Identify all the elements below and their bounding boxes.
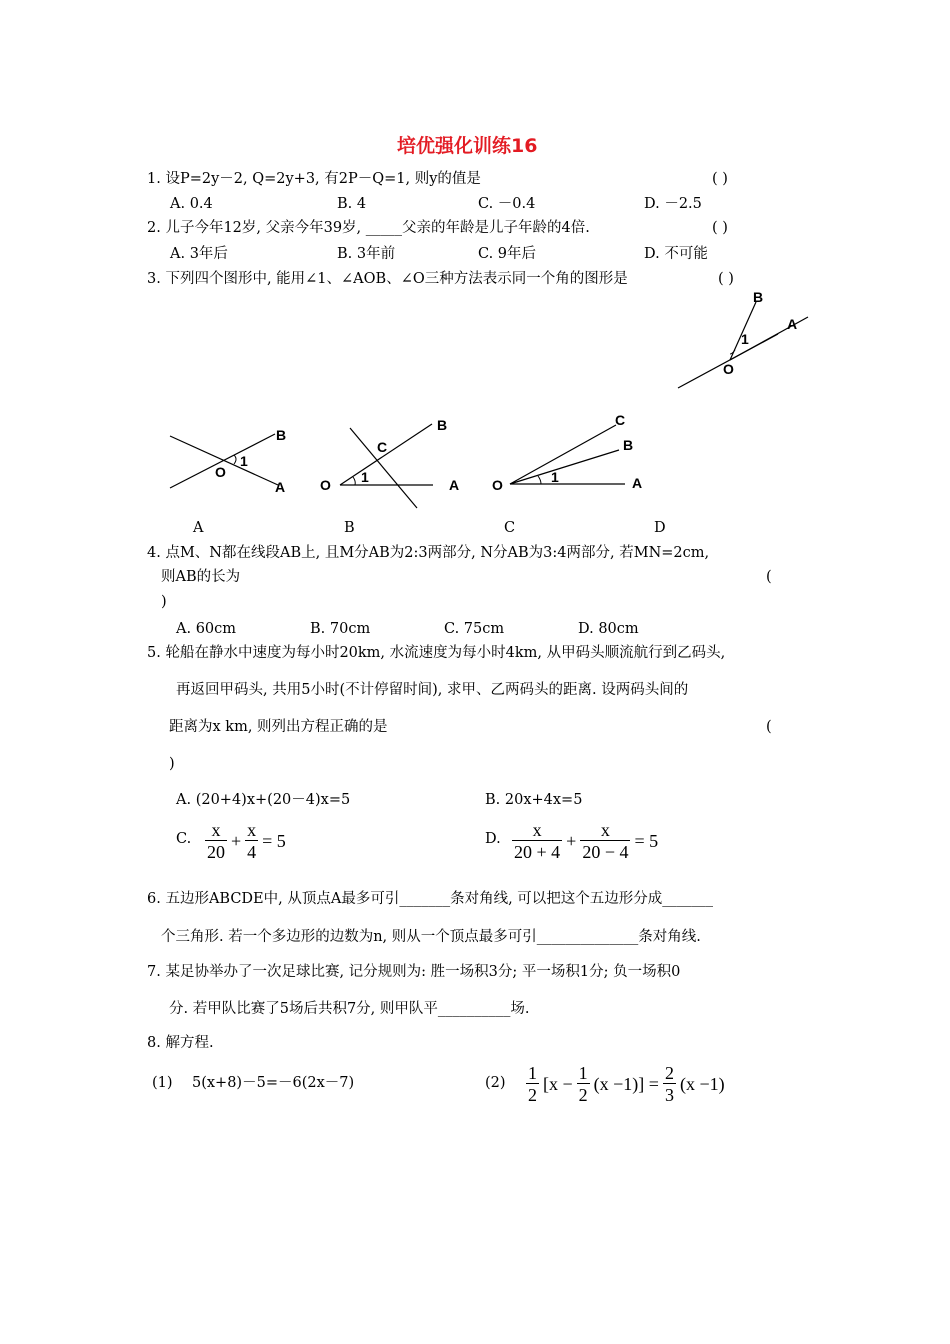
q5-line-1: 5. 轮船在静水中速度为每小时20km, 水流速度为每小时4km, 从甲码头顺流航行到乙码头, xyxy=(147,645,726,661)
q2-stem: 2. 儿子今年12岁, 父亲今年39岁, _____父亲的年龄是儿子年龄的4倍. xyxy=(147,220,590,236)
q5-option-b: B. 20x+4x=5 xyxy=(485,792,583,808)
q1-option-c: C. －0.4 xyxy=(478,196,536,212)
q5-line-3: 距离为x km, 则列出方程正确的是 xyxy=(169,719,388,735)
q5-bracket-open: ( xyxy=(766,719,772,735)
q6-line-2: 个三角形. 若一个多边形的边数为n, 则从一个顶点最多可引______________条对角线. xyxy=(161,929,701,945)
q8-part-2-equation: $\frac{1}{2}$ [x − $\frac{1}{2}$ (x −1)] = $\frac{2}{3}$ (x −1) xyxy=(528,1063,725,1105)
q1-option-d: D. －2.5 xyxy=(644,196,702,212)
q3-figure-b xyxy=(315,412,465,512)
q3-figure-label-a: A xyxy=(193,520,204,536)
q1-answer-bracket: ( ) xyxy=(712,171,728,187)
page-title: 培优强化训练16 xyxy=(397,135,538,157)
q4-option-c: C. 75cm xyxy=(444,621,505,637)
label-o: O xyxy=(723,361,734,377)
q1-option-b: B. 4 xyxy=(337,196,367,212)
label-b: B xyxy=(276,427,287,443)
q8-part-1-equation: 5(x+8)－5=－6(2x－7) xyxy=(192,1075,355,1091)
q5-bracket-close: ) xyxy=(169,756,175,772)
label-o: O xyxy=(215,464,226,480)
label-o: O xyxy=(492,477,503,493)
label-o: O xyxy=(320,477,331,493)
q2-option-c: C. 9年后 xyxy=(478,246,537,262)
q3-figure-d xyxy=(670,288,810,390)
q5-option-d-formula: $\frac{x}{20 + 4}$ + $\frac{x}{20 - 4}$ = 5 xyxy=(514,820,659,862)
q4-option-b: B. 70cm xyxy=(310,621,371,637)
label-a: A xyxy=(449,477,460,493)
q5-option-c-label: C. xyxy=(176,831,192,847)
q3-figure-label-b: B xyxy=(344,520,355,536)
q3-stem: 3. 下列四个图形中, 能用∠1、∠AOB、∠O三种方法表示同一个角的图形是 xyxy=(147,271,628,287)
q4-bracket-close: ) xyxy=(161,594,167,610)
label-c: C xyxy=(615,412,626,428)
q3-figure-label-d: D xyxy=(654,520,666,536)
q3-answer-bracket: ( ) xyxy=(718,271,734,287)
q4-line-2: 则AB的长为 xyxy=(161,569,241,585)
q7-line-1: 7. 某足协举办了一次足球比赛, 记分规则为: 胜一场积3分; 平一场积1分; 负一场积0 xyxy=(147,964,681,980)
label-1: 1 xyxy=(361,469,369,485)
label-b: B xyxy=(753,289,764,305)
q5-line-2: 再返回甲码头, 共用5小时(不计停留时间), 求甲、乙两码头的距离. 设两码头间的 xyxy=(176,682,689,698)
q1-option-a: A. 0.4 xyxy=(170,196,213,212)
q8-part-2-label: (2) xyxy=(485,1075,506,1091)
q8-part-1-label: (1) xyxy=(152,1075,173,1091)
q4-line-1: 4. 点M、N都在线段AB上, 且M分AB为2:3两部分, N分AB为3:4两部分, 若MN=2cm, xyxy=(147,545,710,561)
q1-stem: 1. 设P=2y－2, Q=2y+3, 有2P－Q=1, 则y的值是 xyxy=(147,171,481,187)
q8-stem: 8. 解方程. xyxy=(147,1035,214,1051)
q2-answer-bracket: ( ) xyxy=(712,220,728,236)
q3-figure-a xyxy=(165,424,295,499)
label-a: A xyxy=(275,479,286,495)
label-b: B xyxy=(437,417,448,433)
q5-option-a: A. (20+4)x+(20－4)x=5 xyxy=(176,792,351,808)
label-a: A xyxy=(632,475,643,491)
q5-option-d-label: D. xyxy=(485,831,501,847)
label-c: C xyxy=(377,439,388,455)
label-a: A xyxy=(787,316,798,332)
label-1: 1 xyxy=(240,453,248,469)
q3-figure-label-c: C xyxy=(504,520,516,536)
q4-bracket-open: ( xyxy=(766,569,772,585)
label-1: 1 xyxy=(741,331,749,347)
q2-option-a: A. 3年后 xyxy=(170,246,228,262)
q4-option-d: D. 80cm xyxy=(578,621,639,637)
q6-line-1: 6. 五边形ABCDE中, 从顶点A最多可引_______条对角线, 可以把这个五边形分成_______ xyxy=(147,891,714,907)
q2-option-d: D. 不可能 xyxy=(644,246,708,262)
label-1: 1 xyxy=(551,469,559,485)
q5-option-c-formula: $\frac{x}{20}$ + $\frac{x}{4}$ = 5 xyxy=(207,820,286,862)
q7-line-2: 分. 若甲队比赛了5场后共积7分, 则甲队平__________场. xyxy=(169,1001,530,1017)
q2-option-b: B. 3年前 xyxy=(337,246,396,262)
q3-figure-c xyxy=(488,408,658,493)
label-b: B xyxy=(623,437,634,453)
q4-option-a: A. 60cm xyxy=(176,621,237,637)
